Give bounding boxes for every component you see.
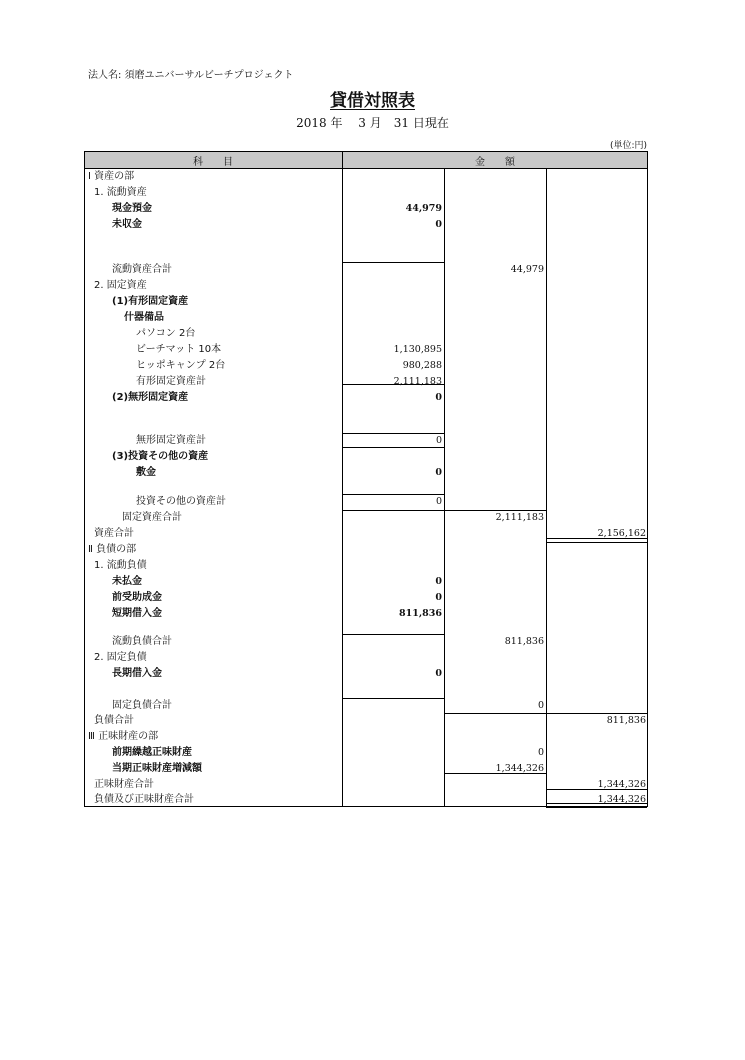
row-label: 敷金 bbox=[136, 467, 156, 478]
row-label: ヒッポキャンプ 2台 bbox=[136, 360, 226, 371]
table-row bbox=[84, 310, 648, 326]
row-label: 投資その他の資産計 bbox=[136, 496, 226, 507]
row-label: 2. 固定負債 bbox=[94, 652, 147, 663]
table-row bbox=[84, 294, 648, 310]
row-label: 流動負債合計 bbox=[112, 636, 172, 647]
table-row bbox=[84, 217, 648, 233]
row-label: 1. 流動資産 bbox=[94, 187, 147, 198]
row-label: 正味財産合計 bbox=[94, 779, 154, 790]
row-label: 前期繰越正味財産 bbox=[112, 747, 192, 758]
row-label: 資産合計 bbox=[94, 528, 134, 539]
table-row bbox=[84, 262, 648, 278]
row-label: 1. 流動負債 bbox=[94, 560, 147, 571]
table-row bbox=[84, 574, 648, 590]
row-label: (1)有形固定資産 bbox=[112, 296, 189, 307]
corporation-name: 法人名: 須磨ユニバーサルビーチプロジェクト bbox=[88, 70, 294, 81]
table-row bbox=[84, 792, 648, 808]
row-label: (3)投資その他の資産 bbox=[112, 451, 209, 462]
amount-c2: 2,111,183 bbox=[495, 512, 544, 523]
table-row bbox=[84, 449, 648, 465]
row-label: 流動資産合計 bbox=[112, 264, 172, 275]
table-row bbox=[84, 698, 648, 714]
table-row bbox=[84, 606, 648, 622]
balance-sheet-table bbox=[84, 151, 648, 807]
amount-c2: 0 bbox=[537, 747, 544, 758]
table-row bbox=[84, 278, 648, 294]
row-label: 前受助成金 bbox=[112, 592, 162, 603]
table-row bbox=[84, 390, 648, 406]
table-row bbox=[84, 558, 648, 574]
amount-c1: 1,130,895 bbox=[393, 344, 442, 355]
row-label: パソコン 2台 bbox=[136, 328, 196, 339]
table-row bbox=[84, 761, 648, 777]
row-label: 負債合計 bbox=[94, 715, 134, 726]
row-label: 未収金 bbox=[112, 219, 142, 230]
amount-c3: 1,344,326 bbox=[597, 794, 646, 805]
table-row bbox=[84, 374, 648, 390]
table-row bbox=[84, 713, 648, 729]
row-label: Ⅲ 正味財産の部 bbox=[88, 731, 159, 742]
amount-c1: 44,979 bbox=[405, 203, 442, 214]
amount-c1: 0 bbox=[435, 219, 442, 230]
page-title bbox=[0, 86, 745, 111]
table-row bbox=[84, 666, 648, 682]
table-row bbox=[84, 433, 648, 449]
amount-c1: 0 bbox=[435, 467, 442, 478]
table-row bbox=[84, 729, 648, 745]
row-label: 現金預金 bbox=[112, 203, 152, 214]
table-row bbox=[84, 590, 648, 606]
amount-c3: 1,344,326 bbox=[597, 779, 646, 790]
row-label: 無形固定資産計 bbox=[136, 435, 206, 446]
amount-c3: 811,836 bbox=[606, 715, 646, 726]
table-row bbox=[84, 777, 648, 793]
row-label: Ⅱ 負債の部 bbox=[88, 544, 137, 555]
report-date: 2018 年 3 月 31 日現在 bbox=[296, 116, 449, 130]
table-row bbox=[84, 634, 648, 650]
table-row bbox=[84, 326, 648, 342]
amount-c1: 0 bbox=[435, 576, 442, 587]
table-row bbox=[84, 494, 648, 510]
table-row bbox=[84, 465, 648, 481]
subject-column-header: 科 目 bbox=[193, 157, 233, 168]
amount-c1: 811,836 bbox=[399, 608, 442, 619]
amount-c2: 44,979 bbox=[510, 264, 544, 275]
amount-c2: 811,836 bbox=[504, 636, 544, 647]
amount-c1: 2,111,183 bbox=[393, 376, 442, 387]
amount-c1: 0 bbox=[435, 592, 442, 603]
row-label: 短期借入金 bbox=[112, 608, 162, 619]
table-row bbox=[84, 510, 648, 526]
table-header bbox=[84, 151, 648, 169]
page-title-text: 貸借対照表 bbox=[330, 91, 415, 111]
amount-c1: 0 bbox=[435, 496, 442, 507]
table-row bbox=[84, 650, 648, 666]
table-row bbox=[84, 526, 648, 542]
amount-column-header: 金 額 bbox=[475, 157, 515, 168]
table-row bbox=[84, 342, 648, 358]
row-label: (2)無形固定資産 bbox=[112, 392, 189, 403]
row-label: 負債及び正味財産合計 bbox=[94, 794, 194, 805]
row-label: 未払金 bbox=[112, 576, 142, 587]
row-label: Ⅰ 資産の部 bbox=[88, 171, 135, 182]
row-label: 2. 固定資産 bbox=[94, 280, 147, 291]
amount-c3: 2,156,162 bbox=[597, 528, 646, 539]
table-row bbox=[84, 542, 648, 558]
row-label: 什器備品 bbox=[124, 312, 164, 323]
table-row bbox=[84, 201, 648, 217]
row-label: 長期借入金 bbox=[112, 668, 162, 679]
table-row bbox=[84, 358, 648, 374]
table-row bbox=[84, 745, 648, 761]
row-label: 当期正味財産増減額 bbox=[112, 763, 202, 774]
row-label: 固定負債合計 bbox=[112, 700, 172, 711]
amount-c1: 0 bbox=[435, 668, 442, 679]
row-label: ビーチマット 10本 bbox=[136, 344, 222, 355]
frame-top bbox=[84, 151, 648, 152]
amount-c1: 0 bbox=[435, 435, 442, 446]
table-row bbox=[84, 169, 648, 185]
amount-c2: 0 bbox=[537, 700, 544, 711]
row-label: 固定資産合計 bbox=[122, 512, 182, 523]
table-row bbox=[84, 185, 648, 201]
unit-label: (単位:円) bbox=[609, 141, 647, 151]
row-label: 有形固定資産計 bbox=[136, 376, 206, 387]
amount-c2: 1,344,326 bbox=[495, 763, 544, 774]
amount-c1: 0 bbox=[435, 392, 442, 403]
amount-c1: 980,288 bbox=[402, 360, 442, 371]
